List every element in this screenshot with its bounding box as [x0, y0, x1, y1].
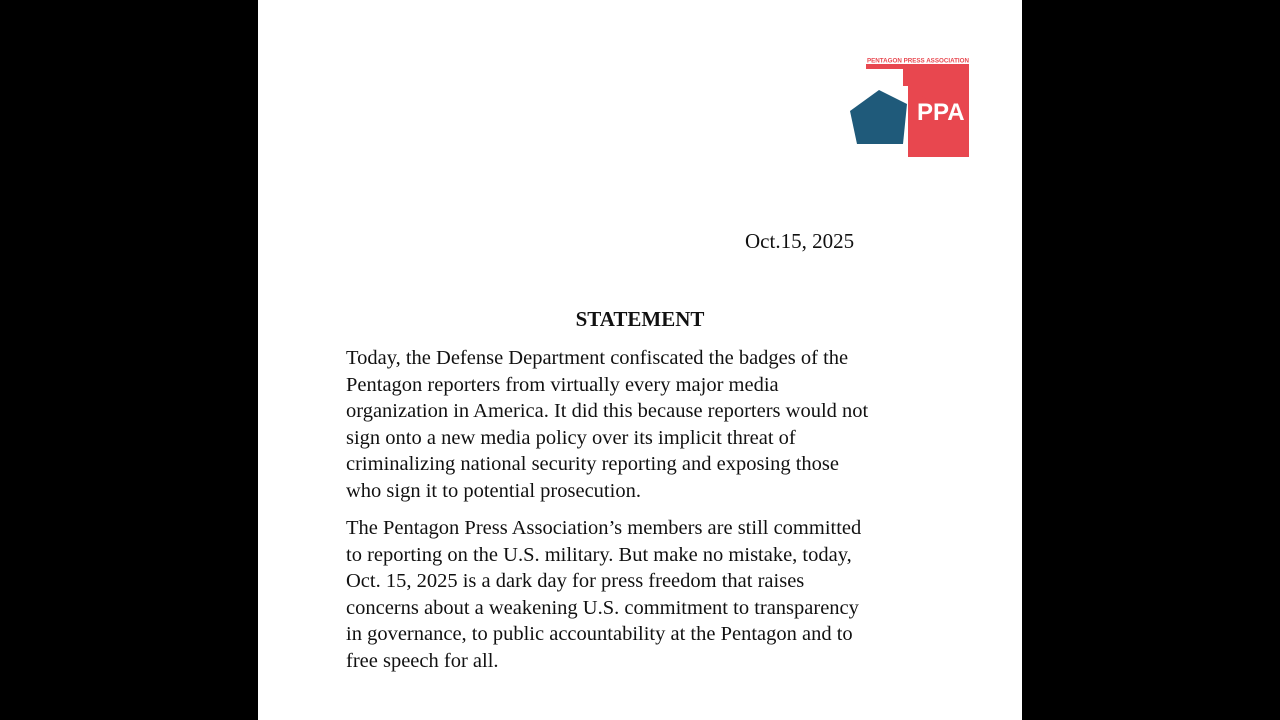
ppa-logo-graphic: [848, 56, 970, 158]
document-page: [258, 0, 1022, 720]
text-line: to reporting on the U.S. military. But make no mistake, today,: [346, 543, 852, 566]
text-line: criminalizing national security reporting and exposing those: [346, 453, 840, 475]
text-line: free speech for all.: [346, 649, 499, 672]
text-line: The Pentagon Press Association’s members are still committed: [346, 517, 862, 539]
ppa-logo: [848, 56, 970, 158]
text-line: concerns about a weakening U.S. commitment to transparency: [346, 596, 859, 619]
text-line: who sign it to potential prosecution.: [346, 479, 641, 502]
statement-heading: STATEMENT: [575, 307, 705, 331]
logo-org-name: PENTAGON PRESS ASSOCIATION: [867, 57, 970, 65]
text-line: Pentagon reporters from virtually every major media: [346, 373, 779, 396]
text-line: Today, the Defense Department confiscated the badges of the: [346, 347, 849, 369]
pentagon-shape-icon: [850, 90, 907, 144]
statement-body: [346, 345, 936, 685]
text-line: sign onto a new media policy over its implicit threat of: [346, 426, 796, 449]
statement-date: Oct.15, 2025: [745, 229, 855, 253]
text-line: Oct. 15, 2025 is a dark day for press freedom that raises: [346, 570, 805, 592]
paragraph-2: [346, 515, 936, 674]
paragraph-1: [346, 345, 936, 504]
text-line: in governance, to public accountability at the Pentagon and to: [346, 623, 853, 645]
logo-abbrev: PPA: [917, 99, 965, 126]
text-line: organization in America. It did this because reporters would not: [346, 400, 869, 422]
